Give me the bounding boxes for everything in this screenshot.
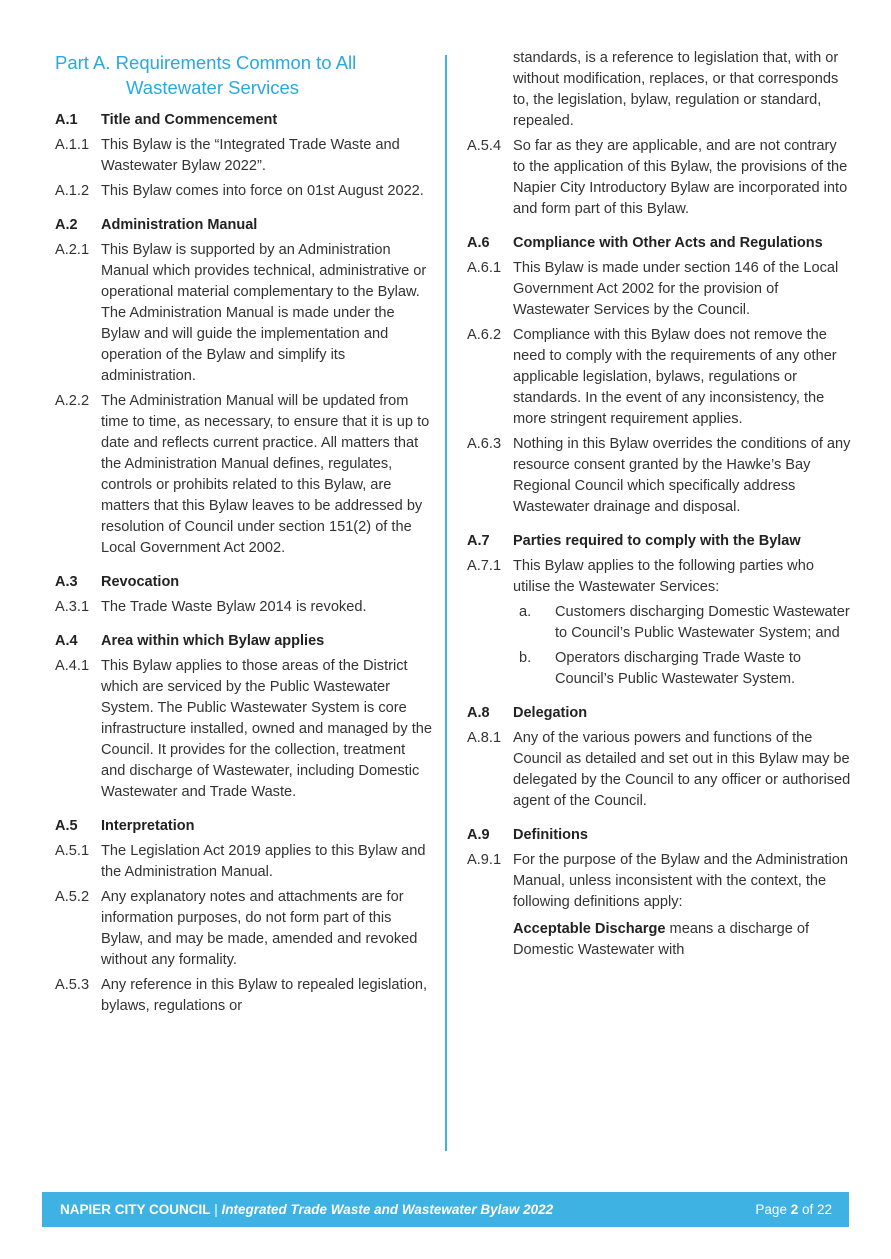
clause-number: A.5.1 — [55, 843, 90, 859]
footer-separator: | — [210, 1202, 222, 1217]
clause-number: A.2.1 — [55, 242, 90, 258]
clause-number: A.6.3 — [467, 436, 502, 452]
clause-number: A.9.1 — [467, 852, 502, 868]
clause-text: So far as they are applicable, and are not contrary to the application of this Bylaw, the provisions of the Napier City Introductory Bylaw are incorporated into and form part of this Bylaw. — [513, 138, 848, 217]
section-number: A.3 — [55, 574, 78, 590]
section-heading-a9 — [467, 825, 851, 846]
sub-clause-letter: b. — [519, 650, 532, 666]
clause-a5-4 — [467, 136, 851, 220]
definition-acceptable-discharge — [467, 919, 851, 961]
section-title: Compliance with Other Acts and Regulations — [513, 235, 823, 251]
clause-a9-1 — [467, 850, 851, 913]
definition-term: Acceptable Discharge — [513, 921, 666, 937]
clause-text: This Bylaw is the “Integrated Trade Waste and Wastewater Bylaw 2022”. — [101, 137, 400, 174]
clause-number: A.8.1 — [467, 730, 502, 746]
section-heading-a4 — [55, 631, 433, 652]
clause-text: This Bylaw comes into force on 01st August 2022. — [101, 183, 424, 199]
clause-text: Nothing in this Bylaw overrides the conditions of any resource consent granted by the Hawke’s Bay Regional Council which specifically address Wastewater drainage and disposal. — [513, 436, 851, 515]
section-number: A.5 — [55, 818, 78, 834]
clause-text: For the purpose of the Bylaw and the Administration Manual, unless inconsistent with the context, the following definitions apply: — [513, 852, 849, 910]
clause-number: A.5.4 — [467, 138, 502, 154]
clause-text: Any of the various powers and functions of the Council as detailed and set out in this Bylaw may be delegated by the Council to any officer or authorised agent of the Council. — [513, 730, 851, 809]
definition-text: means a discharge of Domestic Wastewater with — [513, 921, 810, 958]
clause-a3-1 — [55, 597, 433, 618]
page-indicator — [755, 1202, 832, 1217]
clause-a7-1 — [467, 556, 851, 598]
clause-number: A.6.1 — [467, 260, 502, 276]
clause-number: A.1.1 — [55, 137, 90, 153]
clause-text: The Trade Waste Bylaw 2014 is revoked. — [101, 599, 367, 615]
section-title: Interpretation — [101, 818, 195, 834]
clause-number: A.7.1 — [467, 558, 502, 574]
clause-a1-2 — [55, 181, 433, 202]
page-label: Page — [755, 1202, 791, 1217]
clause-number: A.4.1 — [55, 658, 90, 674]
part-title-line1: Requirements Common to All — [115, 52, 357, 73]
clause-text: standards, is a reference to legislation that, with or without modification, replaces, or that corresponds to, the legislation, bylaw, regulation or standard, repealed. — [513, 50, 839, 129]
footer-left — [60, 1202, 553, 1217]
clause-text: Any explanatory notes and attachments are for information purposes, do not form part of this Bylaw, and may be made, amended and revoked without any formality. — [101, 889, 418, 968]
clause-a5-1 — [55, 841, 433, 883]
part-title-prefix: Part A. — [55, 52, 111, 73]
section-title: Revocation — [101, 574, 180, 590]
clause-text: This Bylaw applies to those areas of the District which are serviced by the Public Wastewater System. The Public Wastewater System is core infrastructure installed, owned and managed by the Council. It provides for the collection, treatment and discharge of Wastewater, including Domestic Wastewater and Trade Waste. — [101, 658, 432, 800]
section-number: A.8 — [467, 705, 490, 721]
clause-a4-1 — [55, 656, 433, 803]
clause-a6-1 — [467, 258, 851, 321]
section-title: Title and Commencement — [101, 112, 278, 128]
right-column — [467, 48, 851, 961]
part-title — [55, 50, 433, 100]
section-heading-a2 — [55, 215, 433, 236]
page-number: 2 — [790, 1202, 799, 1217]
section-heading-a3 — [55, 572, 433, 593]
section-heading-a5 — [55, 816, 433, 837]
footer-document-title: Integrated Trade Waste and Wastewater Bylaw 2022 — [221, 1202, 554, 1217]
section-number: A.1 — [55, 112, 78, 128]
section-heading-a6 — [467, 233, 851, 254]
section-title: Administration Manual — [101, 217, 258, 233]
clause-a6-2 — [467, 325, 851, 430]
section-number: A.6 — [467, 235, 490, 251]
clause-number: A.2.2 — [55, 393, 90, 409]
clause-number: A.3.1 — [55, 599, 90, 615]
clause-a1-1 — [55, 135, 433, 177]
clause-number: A.5.3 — [55, 977, 90, 993]
section-title: Definitions — [513, 827, 588, 843]
clause-text: This Bylaw is made under section 146 of the Local Government Act 2002 for the provision of Wastewater Services by the Council. — [513, 260, 839, 318]
page-total: of 22 — [798, 1202, 832, 1217]
clause-a6-3 — [467, 434, 851, 518]
clause-a5-3 — [55, 975, 433, 1017]
sub-clause-text: Customers discharging Domestic Wastewater to Council’s Public Wastewater System; and — [555, 604, 850, 641]
section-number: A.2 — [55, 217, 78, 233]
sub-clause-text: Operators discharging Trade Waste to Council’s Public Wastewater System. — [555, 650, 802, 687]
clause-text: The Administration Manual will be updated from time to time, as necessary, to ensure that it is up to date and reflects current practice. All matters that the Administration Manual defines, regulates, controls or prohibits related to this Bylaw, are matters that this Bylaw leaves to be addressed by resolution of Council under section 151(2) of the Local Government Act 2002. — [101, 393, 430, 556]
clause-number: A.1.2 — [55, 183, 90, 199]
sub-clause-b — [467, 648, 851, 690]
clause-a2-2 — [55, 391, 433, 559]
clause-text: Compliance with this Bylaw does not remove the need to comply with the requirements of any other applicable legislation, bylaws, regulations or standards. In the event of any inconsistency, the more stringent requirement applies. — [513, 327, 837, 427]
page-footer — [42, 1192, 849, 1227]
clause-a8-1 — [467, 728, 851, 812]
section-heading-a8 — [467, 703, 851, 724]
clause-a5-2 — [55, 887, 433, 971]
section-heading-a7 — [467, 531, 851, 552]
part-title-line2: Wastewater Services — [126, 77, 300, 98]
clause-number: A.6.2 — [467, 327, 502, 343]
column-divider — [445, 55, 447, 1151]
clause-text: This Bylaw applies to the following parties who utilise the Wastewater Services: — [513, 558, 814, 595]
clause-text: Any reference in this Bylaw to repealed legislation, bylaws, regulations or — [101, 977, 428, 1014]
section-title: Delegation — [513, 705, 588, 721]
sub-clause-letter: a. — [519, 604, 532, 620]
left-column — [55, 48, 433, 1017]
section-title: Area within which Bylaw applies — [101, 633, 325, 649]
section-number: A.9 — [467, 827, 490, 843]
section-title: Parties required to comply with the Bylaw — [513, 533, 801, 549]
section-number: A.4 — [55, 633, 78, 649]
section-number: A.7 — [467, 533, 490, 549]
sub-clause-a — [467, 602, 851, 644]
clause-a2-1 — [55, 240, 433, 387]
clause-text: The Legislation Act 2019 applies to this Bylaw and the Administration Manual. — [101, 843, 426, 880]
clause-a5-3-continued — [467, 48, 851, 132]
clause-text: This Bylaw is supported by an Administration Manual which provides technical, administrative or operational material complementary to the Bylaw. The Administration Manual is made under the Bylaw and will guide the implementation and operation of the Bylaw and simplify its administration. — [101, 242, 427, 384]
clause-number: A.5.2 — [55, 889, 90, 905]
section-heading-a1 — [55, 110, 433, 131]
footer-organisation: NAPIER CITY COUNCIL — [60, 1202, 211, 1217]
